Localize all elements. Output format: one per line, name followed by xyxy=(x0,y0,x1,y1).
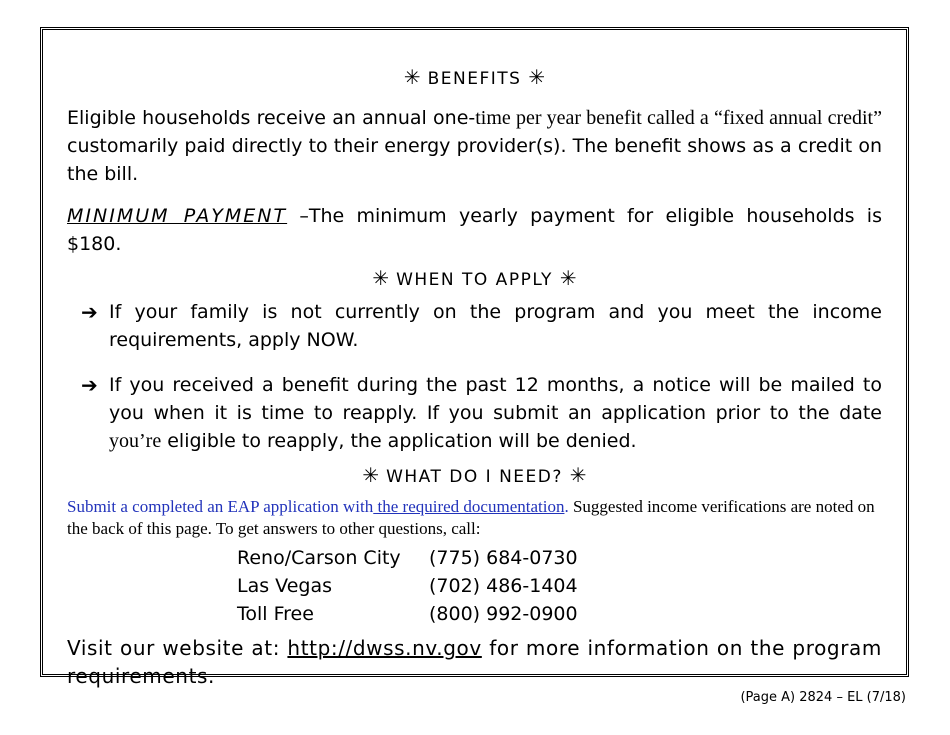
contact-row xyxy=(237,600,578,628)
when-to-apply-heading-text: WHEN TO APPLY xyxy=(396,270,553,290)
asterisk-icon: ✳ xyxy=(362,463,380,487)
contact-phone: (800) 992-0900 xyxy=(429,603,578,625)
what-do-i-need-heading-text: WHAT DO I NEED? xyxy=(386,467,563,487)
asterisk-icon: ✳ xyxy=(559,266,577,290)
website-paragraph xyxy=(67,634,882,690)
contact-city: Las Vegas xyxy=(237,575,332,597)
contact-phone: (702) 486-1404 xyxy=(429,575,578,597)
benefits-heading xyxy=(67,65,882,89)
contact-city: Toll Free xyxy=(237,603,314,625)
page-footer: (Page A) 2824 – EL (7/18) xyxy=(740,690,906,705)
arrow-icon: ➔ xyxy=(81,300,98,324)
asterisk-icon: ✳ xyxy=(403,65,421,89)
website-text: Visit our website at: xyxy=(67,636,288,660)
submit-text: . xyxy=(564,497,569,516)
asterisk-icon: ✳ xyxy=(569,463,587,487)
bullet-text: If you received a benefit during the past 12 months, a notice will be mailed to you when it is time to reapply. If you submit an application prior to the date xyxy=(109,374,882,424)
contact-row xyxy=(237,572,578,600)
contact-phone: (775) 684-0730 xyxy=(429,547,578,569)
bullet-received-benefit xyxy=(81,371,882,455)
required-documentation-link[interactable]: the required documentation xyxy=(373,497,565,516)
content-frame xyxy=(40,27,909,688)
minimum-payment-paragraph xyxy=(67,202,882,258)
asterisk-icon: ✳ xyxy=(372,266,390,290)
minimum-payment-label: MINIMUM PAYMENT xyxy=(67,205,288,227)
submit-paragraph xyxy=(67,496,882,540)
asterisk-icon: ✳ xyxy=(528,65,546,89)
contact-row xyxy=(237,544,578,572)
website-text: for more information on the program requirements. xyxy=(67,636,882,688)
when-to-apply-heading xyxy=(67,266,882,290)
minimum-payment-text: –The minimum yearly payment for eligible households is $180. xyxy=(67,205,882,255)
contact-city: Reno/Carson City xyxy=(237,547,401,569)
bullet-text: eligible to reapply, the application will be denied. xyxy=(161,430,637,452)
benefits-heading-text: BENEFITS xyxy=(427,69,522,89)
benefits-text: time per year benefit called a “fixed annual credit” xyxy=(475,107,882,129)
contact-phone-list xyxy=(237,544,578,628)
bullet-not-on-program xyxy=(81,298,882,354)
benefits-text: customarily paid directly to their energy provider(s). The benefit shows as a credit on the bill. xyxy=(67,135,882,185)
bullet-text: If your family is not currently on the program and you meet the income requirements, apply NOW. xyxy=(109,301,882,351)
benefits-paragraph xyxy=(67,104,882,188)
bullet-text: you’re xyxy=(109,430,162,452)
submit-text: Suggested income verifications are noted on the back of this page. To get answers to other questions, call: xyxy=(67,497,875,538)
arrow-icon: ➔ xyxy=(81,373,98,397)
submit-text: Submit a completed an EAP application with xyxy=(67,497,374,516)
what-do-i-need-heading xyxy=(67,463,882,487)
website-link[interactable]: http://dwss.nv.gov xyxy=(287,636,482,660)
benefits-text: Eligible households receive an annual one- xyxy=(67,107,476,129)
